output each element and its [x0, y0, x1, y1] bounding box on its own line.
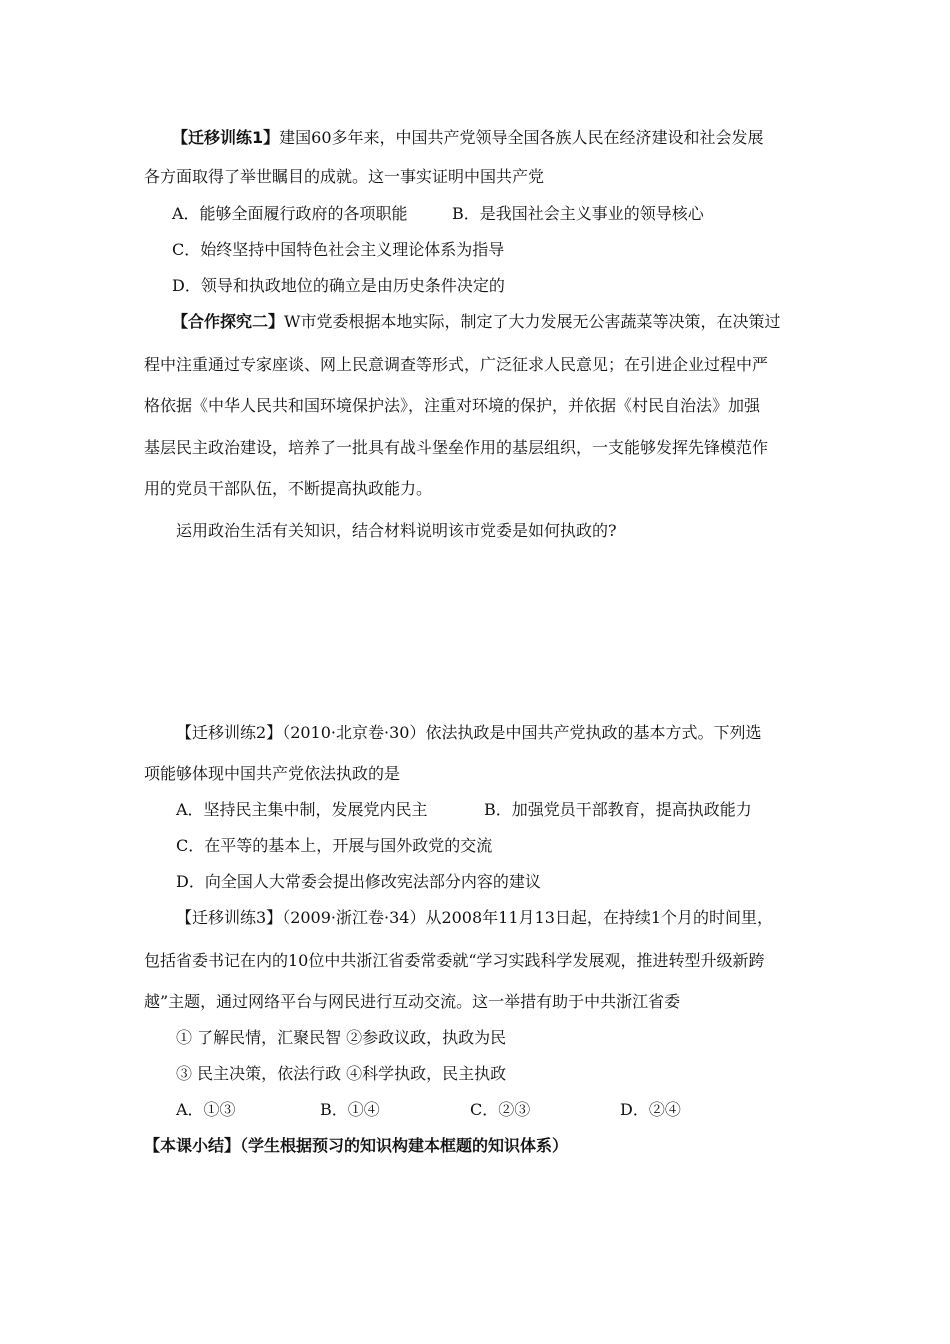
q2-text-line1: （2010·北京卷·30）依法执政是中国共产党执政的基本方式。下列选	[282, 723, 762, 742]
q3-line3: 越”主题，通过网络平台与网民进行互动交流。这一举措有助于中共浙江省委	[144, 992, 681, 1011]
q2-option-d: D．向全国人大常委会提出修改宪法部分内容的建议	[176, 872, 541, 891]
summary-tag: 【本课小结】	[144, 1136, 241, 1155]
q1-text-line1: 建国60多年来，中国共产党领导全国各族人民在经济建设和社会发展	[279, 128, 764, 147]
q3-option-c: C．②③	[470, 1100, 531, 1119]
summary-text: （学生根据预习的知识构建本框题的知识体系）	[240, 1136, 569, 1155]
q1-option-c: C．始终坚持中国特色社会主义理论体系为指导	[172, 240, 505, 259]
q3-line1	[176, 908, 773, 928]
explore-question: 运用政治生活有关知识，结合材料说明该市党委是如何执政的?	[176, 521, 617, 540]
q1-line2: 各方面取得了举世瞩目的成就。这一事实证明中国共产党	[144, 167, 545, 186]
q1-option-d: D．领导和执政地位的确立是由历史条件决定的	[172, 276, 505, 295]
q1-tag: 【迁移训练1】	[172, 128, 280, 147]
q2-option-a: A．坚持民主集中制，发展党内民主	[176, 800, 428, 819]
q2-tag: 【迁移训练2】	[176, 723, 283, 742]
q2-line2: 项能够体现中国共产党依法执政的是	[144, 764, 401, 783]
q3-text-line1: （2009·浙江卷·34）从2008年11月13日起，在持续1个月的时间里，	[282, 908, 774, 927]
explore-line2: 程中注重通过专家座谈、网上民意调查等形式，广泛征求人民意见；在引进企业过程中严	[144, 355, 769, 374]
explore-line5: 用的党员干部队伍，不断提高执政能力。	[144, 479, 433, 498]
q3-items-3-4: ③ 民主决策，依法行政 ④科学执政，民主执政	[176, 1064, 507, 1083]
q1-line1	[172, 128, 764, 148]
q3-items-1-2: ① 了解民情，汇聚民智 ②参政议政，执政为民	[176, 1028, 507, 1047]
q3-line2: 包括省委书记在内的10位中共浙江省委常委就“学习实践科学发展观，推进转型升级新跨	[144, 951, 765, 970]
q2-option-c: C．在平等的基本上，开展与国外政党的交流	[176, 836, 493, 855]
q3-option-d: D．②④	[620, 1100, 681, 1119]
q2-line1	[176, 723, 761, 743]
explore-line1	[172, 312, 780, 332]
q3-tag: 【迁移训练3】	[176, 908, 283, 927]
explore-line4: 基层民主政治建设，培养了一批具有战斗堡垒作用的基层组织，一支能够发挥先锋模范作	[144, 438, 769, 457]
q1-option-a: A．能够全面履行政府的各项职能	[172, 204, 408, 223]
explore-tag: 【合作探究二】	[172, 312, 285, 331]
q1-option-b: B．是我国社会主义事业的领导核心	[452, 204, 704, 223]
q3-option-a: A．①③	[176, 1100, 236, 1119]
q2-option-b: B．加强党员干部教育，提高执政能力	[484, 800, 752, 819]
explore-line3: 格依据《中华人民共和国环境保护法》，注重对环境的保护，并依据《村民自治法》加强	[144, 396, 761, 415]
summary-line	[144, 1136, 568, 1156]
explore-text-line1: W市党委根据本地实际，制定了大力发展无公害蔬菜等决策，在决策过	[284, 312, 781, 331]
q3-option-b: B．①④	[320, 1100, 380, 1119]
